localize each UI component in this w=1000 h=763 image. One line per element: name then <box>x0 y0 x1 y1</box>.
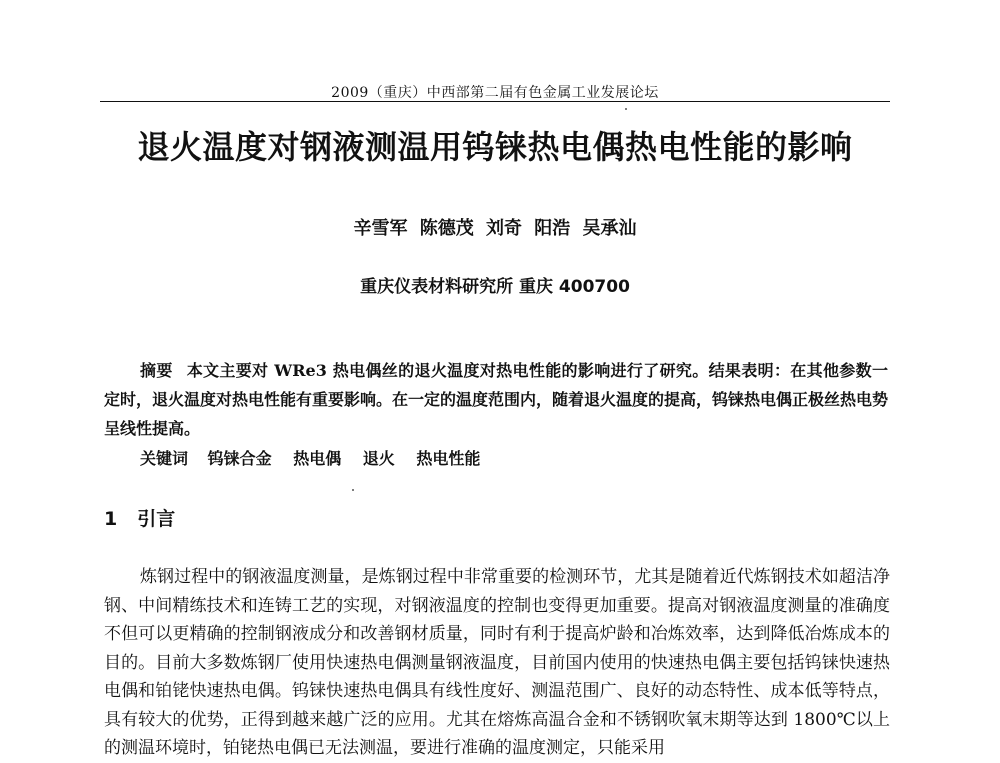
section-heading <box>104 504 175 531</box>
section-title: 引言 <box>137 508 176 530</box>
body-paragraph: 炼钢过程中的钢液温度测量，是炼钢过程中非常重要的检测环节，尤其是随着近代炼钢技术如超洁净钢、中间精练技术和连铸工艺的实现，对钢液温度的控制也变得更加重要。提高对钢液温度测量的准确度不但可以更精确的控制钢液成分和改善钢材质量，同时有利于提高炉龄和冶炼效率，达到降低冶炼成本的目的。目前大多数炼钢厂使用快速热电偶测量钢液温度，目前国内使用的快速热电偶主要包括钨铼快速热电偶和铂铑快速热电偶。钨铼快速热电偶具有线性度好、测温范围广、良好的动态特性、成本低等特点，具有较大的优势，正得到越来越广泛的应用。尤其在熔炼高温合金和不锈钢吹氧末期等达到 1800℃以上的测温环境时，铂铑热电偶已无法测温，要进行准确的温度测定，只能采用 <box>104 567 890 758</box>
keyword-item: 热电偶 <box>293 449 342 468</box>
scan-speck <box>352 489 354 491</box>
abstract <box>104 356 888 443</box>
abstract-text: 本文主要对 WRe3 热电偶丝的退火温度对热电性能的影响进行了研究。结果表明：在其他参数一定时，退火温度对热电性能有重要影响。在一定的温度范围内，随着退火温度的提高，钨铼热电偶正极丝热电势呈线性提高。 <box>104 361 889 438</box>
section-number: 1 <box>104 508 118 530</box>
keyword-item: 钨铼合金 <box>207 449 272 468</box>
keyword-item: 热电性能 <box>416 449 481 468</box>
running-head: 2009（重庆）中西部第二届有色金属工业发展论坛 <box>331 85 659 101</box>
author-list: 辛雪军 陈德茂 刘奇 阳浩 吴承汕 <box>353 218 637 239</box>
keyword-item: 退火 <box>362 449 395 468</box>
abstract-label: 摘要 <box>140 361 173 380</box>
paper-title: 退火温度对钢液测温用钨铼热电偶热电性能的影响 <box>137 128 853 166</box>
header-rule <box>100 101 890 102</box>
keywords-label: 关键词 <box>140 449 189 468</box>
scan-speck <box>625 108 627 110</box>
keywords <box>140 444 888 473</box>
affiliation: 重庆仪表材料研究所 重庆 400700 <box>360 277 630 297</box>
